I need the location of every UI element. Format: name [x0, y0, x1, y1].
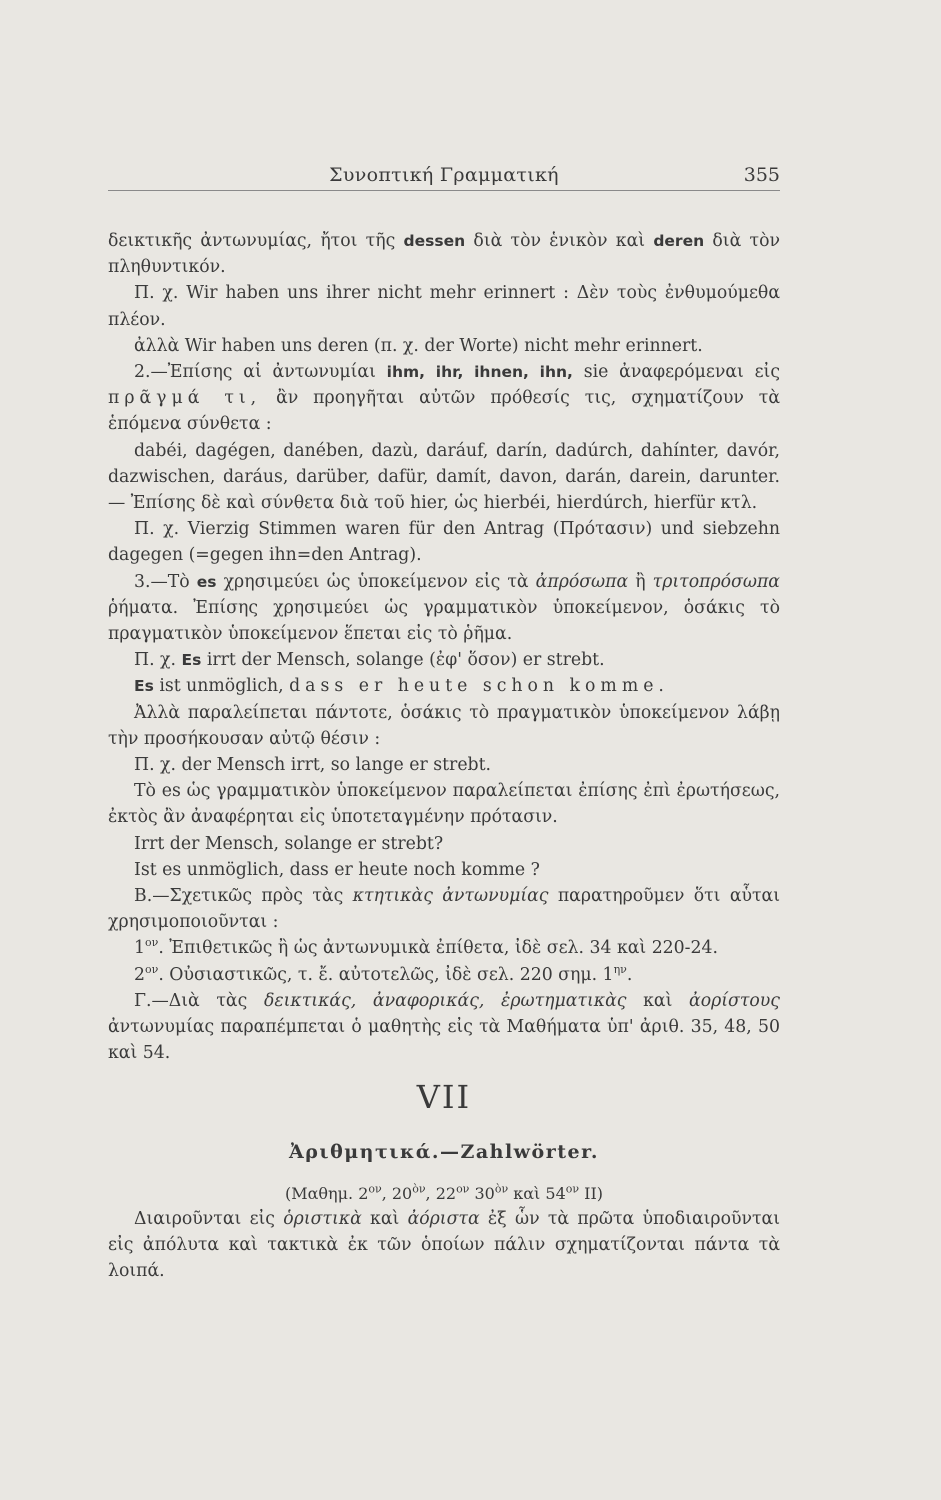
text-run: διὰ τὸν πληθυντικόν. — [108, 231, 780, 278]
paragraph — [108, 647, 780, 673]
text-run: ἀορίστους — [689, 990, 780, 1011]
text-run: ἀόριστα — [407, 1208, 480, 1229]
text-run: δεικτικῆς ἀντωνυμίας, ἤτοι τῆς — [108, 231, 404, 251]
paragraph — [108, 228, 780, 280]
text-run: ον — [368, 1182, 382, 1196]
text-run: καὶ — [626, 990, 690, 1011]
text-run: Ἀλλὰ παραλείπεται πάντοτε, ὁσάκις τὸ πραγματικὸν ὑποκείμενον λάβῃ τὴν προσήκουσαν αὐτῷ θέσιν : — [108, 702, 780, 749]
text-run: κτητικὰς ἀντωνυμίας — [352, 886, 549, 907]
text-run: ὸν — [494, 1182, 509, 1196]
text-run: ον — [456, 1182, 470, 1196]
text-run: ἢ — [628, 571, 653, 592]
text-run: ἀπρόσωπα — [535, 571, 629, 592]
text-run: ἐξ ὧν τὰ πρῶτα ὑποδιαιροῦνται εἰς ἀπόλυτα καὶ τακτικὰ ἐκ τῶν ὁποίων πάλιν σχηματίζονται πάντα τὰ λοιπά. — [108, 1208, 780, 1282]
text-run: Π. χ. Wir haben uns ihrer nicht mehr erinnert : Δὲν τοὺς ἐνθυμούμεθα πλέον. — [108, 283, 780, 330]
paragraph — [108, 359, 780, 438]
paragraph — [108, 883, 780, 935]
text-run: Ἀριθμητικά.—Zahlwörter. — [289, 1140, 599, 1163]
text-run: ῥήματα. Ἐπίσης χρησιμεύει ὡς γραμματικὸν ὑποκείμενον, ὁσάκις τὸ πραγματικὸν ὑποκείμενον ἕπεται εἰς τὸ ῥῆμα. — [108, 597, 780, 645]
text-run: ὸν — [412, 1182, 426, 1196]
text-run: B.—Σχετικῶς πρὸς τὰς — [134, 886, 353, 907]
text-run: Irrt der Mensch, solange er strebt? — [134, 833, 444, 854]
text-run: Es — [134, 677, 154, 696]
text-run: ihm, ihr, ihnen, ihn, — [386, 363, 573, 382]
text-run: ον — [145, 962, 159, 976]
text-run: ἀλλὰ Wir haben uns deren (π. χ. der Worte) nicht mehr erinnert. — [134, 335, 703, 356]
paragraph — [108, 516, 780, 568]
text-run: καὶ — [361, 1208, 408, 1229]
text-run: ist unmöglich, — [153, 676, 290, 697]
running-header — [108, 160, 780, 191]
text-run: dessen — [403, 232, 466, 250]
paragraph — [108, 988, 780, 1067]
text-run: , 20 — [381, 1183, 413, 1203]
text-run: ον — [565, 1182, 580, 1196]
text-run: . Ἐπιθετικῶς ἢ ὡς ἀντωνυμικὰ ἐπίθετα, ἰδὲ σελ. 34 καὶ 220-24. — [158, 938, 718, 959]
text-run: Τὸ es ὡς γραμματικὸν ὑποκείμενον παραλείπεται ἐπίσης ἐπὶ ἐρωτήσεως, ἐκτὸς ἂν ἀναφέρηται εἰς ὑποτεταγμένην πρότασιν. — [108, 781, 780, 828]
text-run: ἂν προηγῆται αὐτῶν πρόθεσίς τις, σχηματίζουν τὰ ἑπόμενα σύνθετα : — [108, 388, 780, 435]
paragraph — [108, 1206, 780, 1285]
text-run: ον — [145, 936, 159, 950]
paragraph — [108, 673, 780, 699]
text-run: ὁριστικὰ — [283, 1208, 362, 1229]
text-run: ην — [613, 962, 627, 976]
text-run: Π. χ. — [134, 650, 182, 671]
text-run: δεικτικάς, ἀναφορικάς, ἐρωτηματικὰς — [263, 990, 627, 1011]
running-title: Συνοπτική Γραμματική — [329, 164, 559, 186]
text-run: . — [626, 964, 633, 985]
text-run: II) — [579, 1183, 604, 1203]
page-body — [108, 228, 780, 1284]
page-number: 355 — [743, 164, 780, 186]
text-run: 1 — [134, 938, 145, 959]
text-run: καὶ 54 — [508, 1183, 566, 1203]
text-run: sie ἀναφερόμεναι εἰς — [572, 362, 781, 383]
text-run: dabéi, dagégen, danében, dazù, daráuf, darín, dadúrch, dahínter, davór, dazwischen, daráus, darüber, dafür, damít, davon, darán, darein, darunter. — Ἐπίσης δὲ καὶ σύνθετα διὰ τοῦ hier, ὡς hierbéi, hierdúrch, hierfür κτλ. — [108, 440, 780, 514]
text-run: es — [196, 572, 217, 591]
text-run: 2.—Ἐπίσης αἱ ἀντωνυμίαι — [134, 362, 387, 383]
paragraph — [108, 700, 780, 752]
section-title-heading — [108, 1138, 780, 1166]
text-run: Ist es unmöglich, dass er heute noch komme ? — [134, 859, 540, 880]
text-run: 2 — [134, 964, 145, 985]
text-run: (Μαθημ. 2 — [284, 1183, 369, 1203]
paragraph — [108, 438, 780, 517]
paragraph — [108, 333, 780, 359]
text-run: παρατηροῦμεν ὅτι αὗται χρησιμοποιοῦνται : — [108, 886, 780, 933]
paragraph — [108, 935, 780, 961]
text-run: χρησιμεύει ὡς ὑποκείμενον εἰς τὰ — [216, 571, 536, 592]
paragraph — [108, 569, 780, 648]
paragraph — [108, 857, 780, 883]
text-run: Π. χ. Vierzig Stimmen waren für den Antrag (Πρότασιν) und siebzehn dagegen (=gegen ihn=den Antrag). — [108, 519, 780, 566]
text-run: Γ.—Διὰ τὰς — [134, 990, 264, 1011]
text-run: 3.—Τὸ — [134, 571, 197, 592]
lesson-reference — [108, 1182, 780, 1206]
text-run: deren — [653, 232, 705, 250]
paragraph — [108, 280, 780, 332]
text-run: Διαιροῦνται εἰς — [134, 1208, 284, 1229]
text-run: ἀντωνυμίας παραπέμπεται ὁ μαθητὴς εἰς τὰ Μαθήματα ὑπ' ἀριθ. 35, 48, 50 καὶ 54. — [108, 1017, 780, 1064]
text-run: Es — [181, 651, 202, 670]
paragraph — [108, 831, 780, 857]
text-run: , 22 — [425, 1183, 457, 1203]
text-run: 30 — [469, 1183, 495, 1203]
paragraph — [108, 778, 780, 830]
section-number-heading — [108, 1077, 780, 1117]
paragraph — [108, 752, 780, 778]
text-run: τριτοπρόσωπα — [652, 571, 780, 592]
text-run: VII — [416, 1077, 472, 1116]
text-run: irrt der Mensch, solange (ἐφ' ὅσον) er strebt. — [201, 650, 605, 671]
paragraph — [108, 962, 780, 988]
text-run: Π. χ. der Mensch irrt, so lange er strebt. — [134, 755, 492, 776]
text-run: διὰ τὸν ἑνικὸν καὶ — [465, 231, 654, 251]
text-run: . Οὐσιαστικῶς, τ. ἔ. αὐτοτελῶς, ἰδὲ σελ. 220 σημ. 1 — [158, 964, 614, 985]
text-run: dass er heute schon komme. — [289, 676, 669, 697]
text-run: πρᾶγμά τι, — [108, 388, 262, 409]
